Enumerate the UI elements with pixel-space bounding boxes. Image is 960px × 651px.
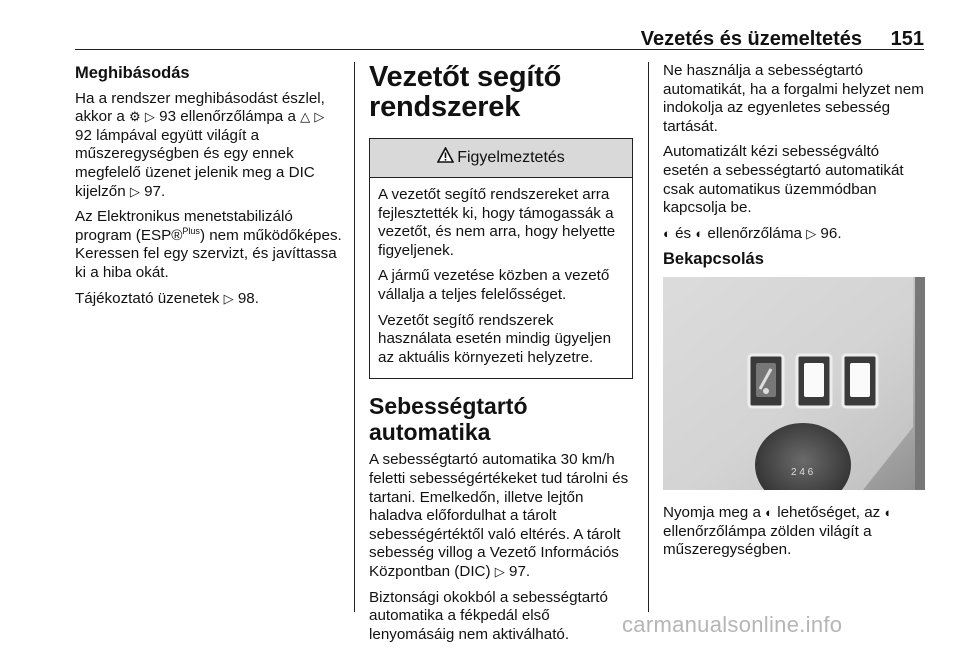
- esp-off-icon: ⚙: [129, 109, 141, 125]
- header-rule: [75, 49, 924, 50]
- warning-paragraph: A jármű vezetése közben a vezető vállalja a teljes felelősséget.: [378, 267, 610, 303]
- cruise-icon: ◐: [765, 504, 773, 520]
- page-header: [75, 28, 924, 50]
- column-left: [75, 62, 345, 315]
- paragraph-info: Tájékoztató üzenetek ▷ 98.: [75, 289, 259, 307]
- heading-bekapcsolas: Bekapcsolás: [663, 250, 764, 269]
- watermark: carmanualsonline.info: [622, 612, 843, 637]
- warning-label: Figyelmeztetés: [457, 148, 565, 166]
- paragraph-fault: Ha a rendszer meghibásodást észlel, akkor a ⚙ ▷ 93 ellenőrzőlámpa a △ ▷ 92 lámpával együtt világít a műszeregységben és egy ennek megfelelő üzenet jelenik meg a DIC kijelzőn ▷ 97.: [75, 89, 325, 200]
- heading-meghibasodas: Meghibásodás: [75, 64, 190, 82]
- gear-knob-label: 2 4 6: [791, 466, 814, 478]
- paragraph-usage: Ne használja a sebességtartó automatikát, ha a forgalmi helyzet nem indokolja az egyenletes sebesség tartását.: [663, 62, 924, 135]
- cruise-set-icon: ◐: [695, 225, 704, 241]
- column-right: [663, 62, 928, 567]
- page-ref-icon: ▷: [223, 290, 234, 306]
- paragraph-safety: Biztonsági okokból a sebességtartó automatika a fékpedál első lenyomásáig nem aktiválható.: [369, 588, 608, 643]
- page-number: 151: [890, 28, 924, 50]
- cruise-set-icon: ◐: [884, 504, 893, 520]
- page-header-title: Vezetés és üzemeltetés: [640, 28, 862, 50]
- paragraph-activate: Nyomja meg a ◐ lehetőséget, az ◐ ellenőrzőlámpa zölden világít a műszeregységben.: [663, 503, 893, 559]
- paragraph-indicators: ◐ és ◐ ellenőrzőláma ▷ 96.: [663, 224, 842, 242]
- page-ref-icon: ▷: [314, 109, 325, 125]
- paragraph-esp: Az Elektronikus menetstabilizáló program (ESP®$^{Plus}$) nem működőképes. Keressen fel egy szervizt, és javíttassa ki a hiba okát.: [75, 208, 342, 281]
- page-ref-icon: ▷: [129, 183, 140, 199]
- traction-icon: △: [300, 109, 311, 125]
- warning-triangle-icon: [437, 147, 454, 169]
- section-title-cruise-control: Sebességtartó automatika: [369, 393, 528, 446]
- page-ref-icon: ▷: [494, 563, 505, 579]
- page-ref-icon: ▷: [806, 225, 817, 241]
- column-divider: [648, 62, 649, 612]
- cruise-icon: ◐: [663, 225, 671, 241]
- paragraph-automatic: Automatizált kézi sebességváltó esetén a sebességtartó automatikát csak automatikus üzemmódban kapcsolja be.: [663, 143, 904, 217]
- page-ref-icon: ▷: [144, 109, 155, 125]
- paragraph-cruise: A sebességtartó automatika 30 km/h feletti sebességértékeket tud tárolni és tartani. Emelkedőn, illetve lejtőn haladva előfordulhat a tárolt sebességértéktől való eltérés. A tárolt sebesség villog a Vezető Információs Központban (DIC) ▷ 97.: [369, 451, 629, 580]
- dashboard-switch-photo: [663, 277, 925, 490]
- warning-box: [369, 138, 633, 379]
- section-title-driver-assist: Vezetőt segítő rendszerek: [369, 61, 562, 123]
- warning-paragraph: Vezetőt segítő rendszerek használata esetén mindig ügyeljen az aktuális környezeti helyzetre.: [378, 311, 612, 366]
- warning-header: [370, 139, 632, 178]
- column-middle: [369, 62, 633, 651]
- column-divider: [354, 62, 355, 612]
- warning-paragraph: A vezetőt segítő rendszereket arra fejlesztették ki, hogy támogassák a vezetőt, és nem arra, hogy helyette figyeljenek.: [378, 186, 616, 259]
